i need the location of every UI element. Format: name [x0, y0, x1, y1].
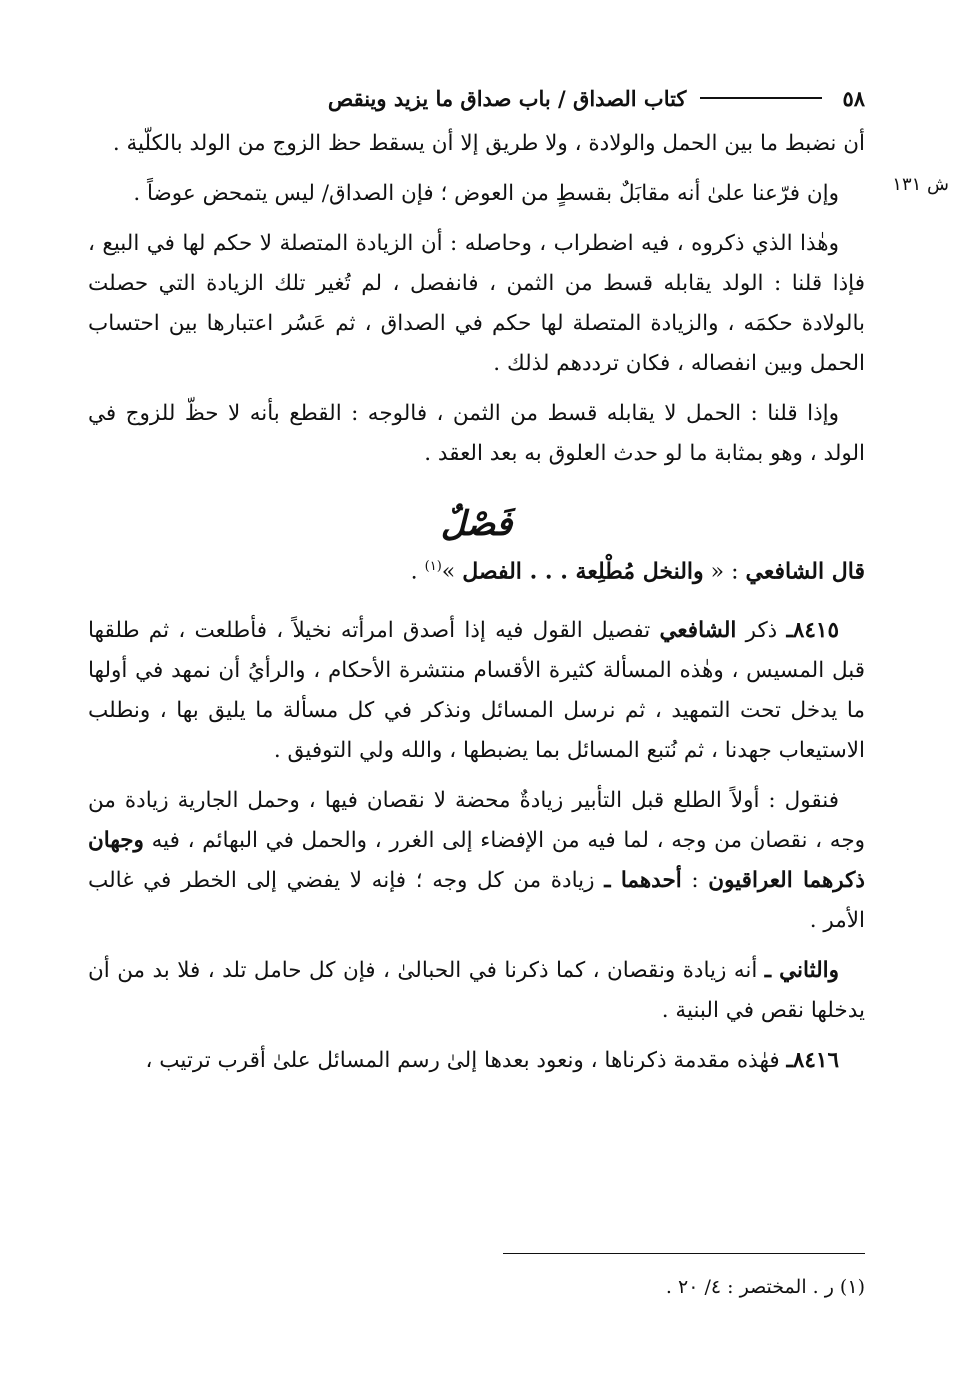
p6-c: زيادة من كل وجه ؛ فإنه لا يفضي إلى الخطر في غالب الأمر .	[88, 868, 865, 934]
paragraph-2: وإن فرّعنا علىٰ أنه مقابَلٌ بقسطٍ من العوض ؛ فإن الصداق/ ليس يتمحض عوضاً .	[133, 181, 839, 206]
quote-end: .	[410, 559, 425, 585]
issue-number-8416: ٨٤١٦ـ	[786, 1048, 839, 1074]
p5-pre: ذكر	[736, 618, 787, 644]
paragraph-7	[88, 951, 865, 1031]
p5-bold: الشافعي	[659, 618, 737, 644]
running-head	[88, 78, 865, 118]
quote-open: : «	[703, 559, 746, 585]
footnote-ref: (١)	[424, 559, 442, 574]
quote-speaker: قال الشافعي	[745, 558, 865, 585]
paragraph-4: وإذا قلنا : الحمل لا يقابله قسط من الثمن ، فالوجه : القطع بأنه لا حظّ للزوج في الولد ، وهو بمثابة ما لو حدث العلوق به بعد العقد .	[88, 401, 865, 466]
p6-bold1: وجهان ذكرهما العراقيون	[88, 828, 865, 894]
section-heading-wrap	[88, 504, 865, 546]
p6-bold2: أحدهما ـ	[604, 868, 682, 894]
document-page	[88, 78, 949, 1368]
issue-number-8415: ٨٤١٥ـ	[786, 618, 839, 644]
quote-close: »	[441, 559, 463, 585]
p6-b: :	[681, 868, 709, 894]
p7-rest: أنه زيادة ونقصان ، كما ذكرنا في الحبالىٰ ، فإن كل حامل تلد ، فلا بد من أن يدخلها نقص في البنية .	[88, 958, 865, 1024]
margin-note: ش ١٣١	[892, 174, 949, 195]
paragraph-8416	[88, 1041, 865, 1081]
header-rule	[700, 97, 822, 99]
quote-text: والنخل مُطْلِعة . . . الفصل	[462, 558, 704, 585]
footnote: (١) ر . المختصر : ٤/ ٢٠ .	[665, 1276, 865, 1298]
p5-rest: تفصيل القول فيه إذا أصدق امرأته نخيلاً ، فأطلعت ، ثم طلقها قبل المسيس ، وهٰذه المسألة كثيرة الأقسام منتشرة الأحكام ، والرأيُ أن نمهد في أولها ما يدخل تحت التمهيد ، ثم نرسل المسائل ونذكر في كل مسألة ما يليق بها ، ونطلب الاستيعاب جهدنا ، ثم نُتبع المسائل بما يضبطها ، والله ولي التوفيق .	[88, 618, 865, 764]
p6-a: فنقول : أولاً الطلع قبل التأبير زيادةٌ محضة لا نقصان فيها ، وحمل الجارية زيادة من وجه ، نقصان من وجه ، لما فيه من الإفضاء إلى الغرر ، والحمل في البهائم ، فيه	[88, 788, 865, 854]
p7-bold: والثاني ـ	[764, 958, 839, 984]
paragraph-8415	[88, 611, 865, 771]
running-title: كتاب الصداق / باب صداق ما يزيد وينقص	[327, 85, 687, 111]
shafii-quote-line	[88, 546, 865, 593]
section-heading: فَصْلٌ	[440, 504, 513, 544]
p8-rest: فهٰذه مقدمة ذكرناها ، ونعود بعدها إلىٰ رسم المسائل علىٰ أقرب ترتيب ،	[145, 1048, 787, 1074]
paragraph-3: وهٰذا الذي ذكروه ، فيه اضطراب ، وحاصله : أن الزيادة المتصلة لا حكم لها في البيع ، فإذا قلنا : الولد يقابله قسط من الثمن ، فانفصل ، لم تُغير تلك الزيادة التي حصلت بالولادة حكمَه ، والزيادة المتصلة لها حكم في الصداق ، ثم عَسُر اعتبارها بين احتساب الحمل وبين انفصاله ، فكان ترددهم لذلك .	[88, 231, 865, 376]
footnote-rule	[503, 1253, 865, 1254]
paragraph-6	[88, 781, 865, 941]
paragraph-1: أن نضبط ما بين الحمل والولادة ، ولا طريق إلا أن يسقط حظ الزوج من الولد بالكلّية .	[112, 131, 865, 156]
page-number: ٥٨	[842, 85, 865, 111]
